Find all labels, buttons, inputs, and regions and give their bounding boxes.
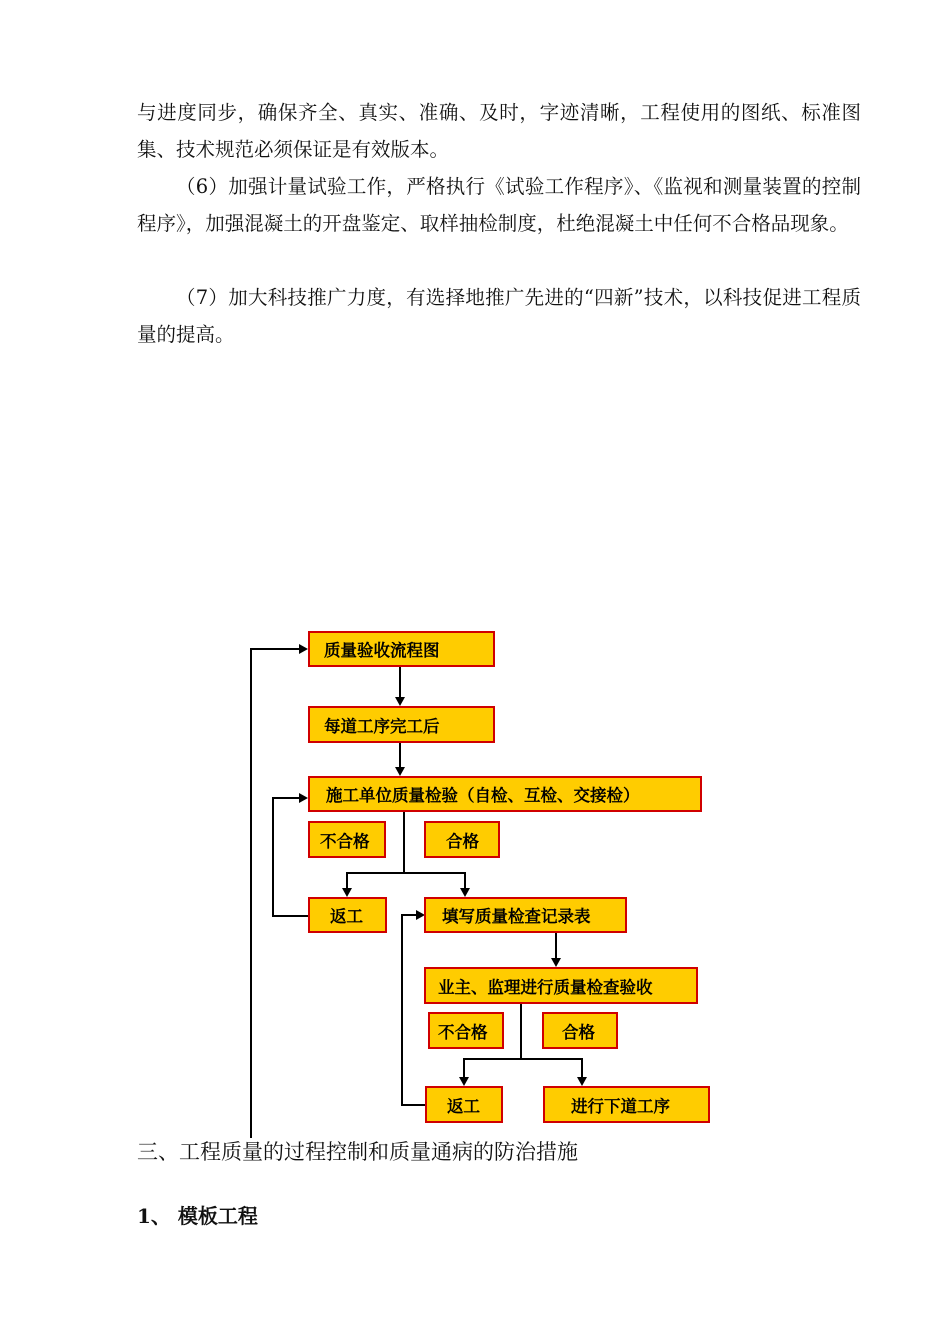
rework1-loop-horizontal-bottom [272, 915, 309, 917]
split-horizontal-2 [463, 1058, 583, 1060]
connector-step4-split [520, 1004, 522, 1059]
subsection-heading: 1、 模板工程 [137, 1204, 258, 1228]
flow-box-fail1: 不合格 [308, 821, 386, 858]
body-paragraph-3 [137, 279, 861, 353]
split-drop-rework2 [463, 1058, 465, 1077]
arrow-to-rework1 [342, 888, 352, 897]
split-drop-rework1 [346, 872, 348, 888]
body-paragraph-2 [137, 168, 861, 242]
arrow-to-rework2 [459, 1077, 469, 1086]
flow-box-step2: 施工单位质量检验（自检、互检、交接检） [308, 776, 702, 812]
rework2-loop-horizontal-bottom [401, 1104, 426, 1106]
arrow-to-title [299, 644, 308, 654]
arrow-to-step3 [460, 888, 470, 897]
paragraph-text: （6）加强计量试验工作，严格执行《试验工作程序》、《监视和测量装置的控制程序》，加强混凝土的开盘鉴定、取样抽检制度，杜绝混凝土中任何不合格品现象。 [137, 175, 861, 235]
split-horizontal-1 [346, 872, 466, 874]
body-paragraph-1 [137, 94, 861, 168]
split-drop-step5 [581, 1058, 583, 1077]
rework1-loop-horizontal-top [272, 797, 300, 799]
split-drop-step3 [464, 872, 466, 888]
flow-box-title: 质量验收流程图 [308, 631, 495, 667]
arrow-to-step4 [551, 958, 561, 967]
arrow-to-step5 [577, 1077, 587, 1086]
connector-step1-step2 [399, 743, 401, 767]
rework2-loop-horizontal-top [401, 914, 417, 916]
flow-box-step5: 进行下道工序 [543, 1086, 710, 1123]
loop-line-top-horizontal [250, 648, 300, 650]
flow-box-step3: 填写质量检查记录表 [424, 897, 627, 933]
rework1-loop-vertical [272, 797, 274, 917]
loop-line-left-vertical [250, 648, 252, 1138]
connector-step2-split [403, 812, 405, 873]
flow-box-pass2: 合格 [542, 1012, 618, 1049]
flow-box-pass1: 合格 [424, 821, 500, 858]
flow-box-step1: 每道工序完工后 [308, 706, 495, 743]
paragraph-text: 与进度同步，确保齐全、真实、准确、及时，字迹清晰，工程使用的图纸、标准图集、技术规范必须保证是有效版本。 [137, 101, 861, 161]
flow-box-rework1: 返工 [308, 897, 387, 933]
arrow-to-step2 [395, 767, 405, 776]
flow-box-step4: 业主、监理进行质量检查验收 [424, 967, 698, 1004]
section-heading: 三、工程质量的过程控制和质量通病的防治措施 [137, 1140, 578, 1164]
arrow-to-step1 [395, 697, 405, 706]
connector-title-step1 [399, 667, 401, 697]
rework2-loop-vertical [401, 914, 403, 1106]
flow-box-fail2: 不合格 [428, 1012, 504, 1049]
paragraph-text: （7）加大科技推广力度，有选择地推广先进的“四新”技术，以科技促进工程质量的提高。 [137, 286, 861, 346]
connector-step3-step4 [555, 933, 557, 958]
flow-box-rework2: 返工 [425, 1086, 503, 1123]
arrow-to-step2-from-rework [299, 793, 308, 803]
